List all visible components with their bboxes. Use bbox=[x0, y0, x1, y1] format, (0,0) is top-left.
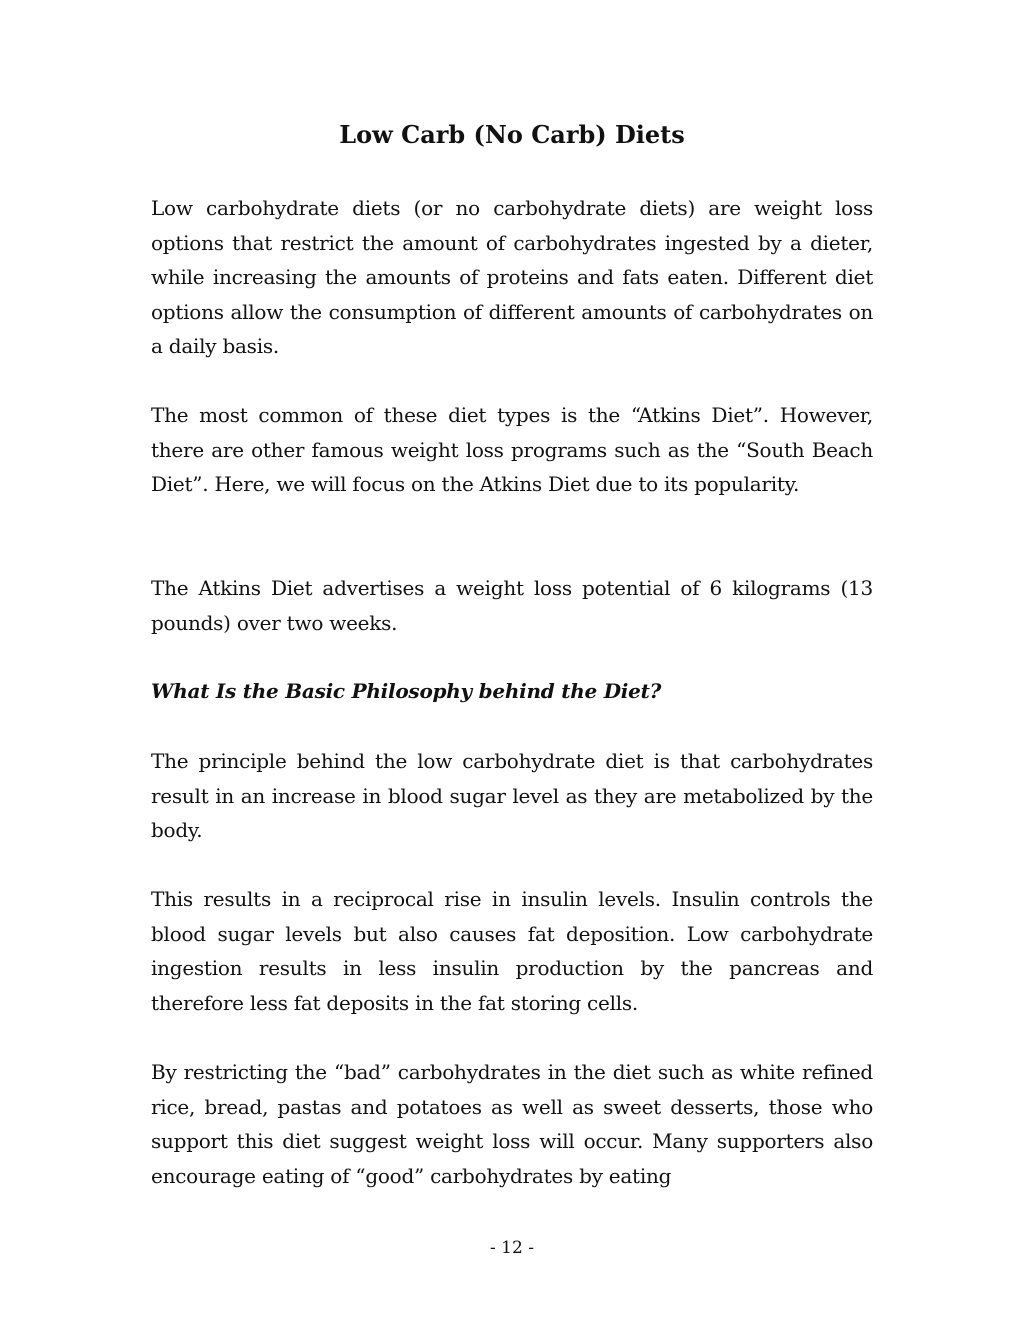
section-subheading: What Is the Basic Philosophy behind the Diet? bbox=[151, 679, 662, 703]
paragraph-intro: Low carbohydrate diets (or no carbohydrate diets) are weight loss options that restrict the amount of carbohydrates ingested by a dieter, while increasing the amounts of proteins and fats eaten. Different diet options allow the consumption of different amounts of carbohydrates on a daily basis. bbox=[151, 196, 873, 359]
page-title: Low Carb (No Carb) Diets bbox=[339, 120, 685, 149]
paragraph-weight-loss-potential: The Atkins Diet advertises a weight loss potential of 6 kilograms (13 pounds) over two weeks. bbox=[151, 576, 873, 635]
page-number: - 12 - bbox=[490, 1238, 534, 1258]
paragraph-restricting-carbs: By restricting the “bad” carbohydrates in the diet such as white refined rice, bread, pastas and potatoes as well as sweet desserts, those who support this diet suggest weight loss will occur. Many supporters also encourage eating of “good” carbohydrates by eating bbox=[151, 1060, 873, 1188]
paragraph-atkins-common: The most common of these diet types is the “Atkins Diet”. However, there are other famous weight loss programs such as the “South Beach Diet”. Here, we will focus on the Atkins Diet due to its popularity. bbox=[151, 403, 873, 497]
paragraph-principle: The principle behind the low carbohydrate diet is that carbohydrates result in an increase in blood sugar level as they are metabolized by the body. bbox=[151, 749, 873, 843]
paragraph-insulin: This results in a reciprocal rise in insulin levels. Insulin controls the blood sugar levels but also causes fat deposition. Low carbohydrate ingestion results in less insulin production by the pancreas and therefore less fat deposits in the fat storing cells. bbox=[151, 887, 873, 1015]
